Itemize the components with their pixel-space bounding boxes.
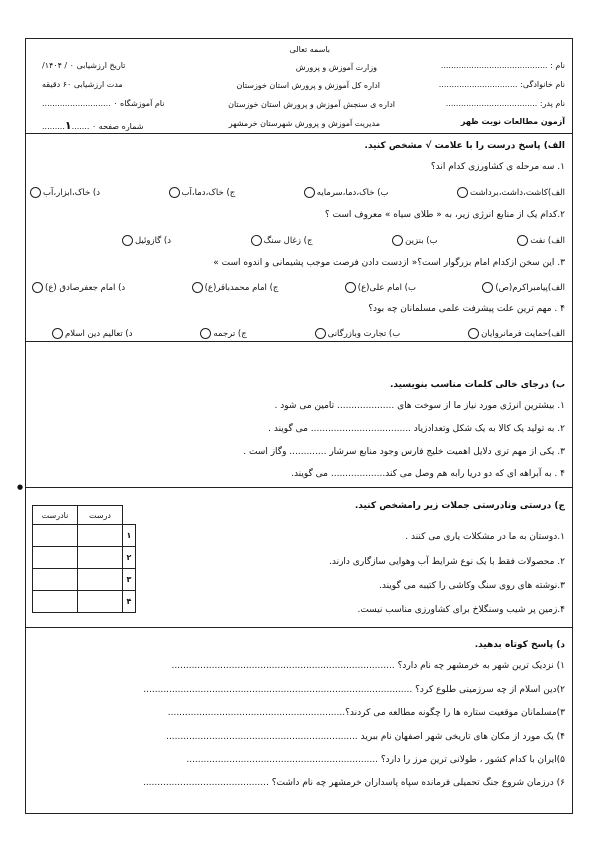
- basmala: باسمه تعالی: [289, 45, 330, 54]
- true-false-item-1: ۱.دوستان به ما در مشکلات یاری می کنند .: [405, 532, 565, 542]
- date-label: تاریخ ارزشیابی ۰ / ۱۴۰۴/: [42, 61, 126, 70]
- option-a3-1[interactable]: الف)پیامبراکرم(ص): [480, 282, 565, 293]
- question-a4: ۴ . مهم ترین علت پیشرفت علمی مسلمانان چه بود؟: [368, 304, 565, 314]
- province-dept-label: اداره کل آموزش و پرورش استان خوزستان: [236, 81, 380, 90]
- option-a4-3[interactable]: ج) ترجمه: [198, 328, 246, 339]
- answer-cell-false-2[interactable]: [33, 547, 78, 569]
- option-a2-2[interactable]: ب) بنزین: [390, 235, 437, 246]
- option-a3-4[interactable]: د) امام جعفرصادق (ع): [30, 282, 125, 293]
- radio-circle-icon[interactable]: [200, 328, 211, 339]
- radio-circle-icon[interactable]: [251, 235, 262, 246]
- section-b-title: ب) درجای خالی کلمات مناسب بنویسید.: [390, 380, 565, 390]
- answer-cell-true-3[interactable]: [78, 569, 123, 591]
- question-a3: ۳. این سخن ازکدام امام بزرگوار است؟« ازدست دادن فرصت موجب پشیمانی و اندوه است »: [213, 258, 565, 268]
- divider-section-b: [26, 487, 572, 488]
- option-a1-1[interactable]: الف)کاشت،داشت،برداشت: [455, 187, 565, 198]
- city-dept-label: مدیریت آموزش و پرورش شهرستان خرمشهر: [228, 119, 380, 128]
- radio-circle-icon[interactable]: [192, 282, 203, 293]
- duration-label: مدت ارزشیابی ۶۰ دقیقه: [42, 80, 123, 89]
- radio-circle-icon[interactable]: [345, 282, 356, 293]
- radio-circle-icon[interactable]: [122, 235, 133, 246]
- fill-blank-item-3[interactable]: ۳. یکی از مهم تری دلایل اهمیت خلیج فارس وجود منابع سرشار ............. وگاز است .: [243, 447, 565, 457]
- option-a1-4[interactable]: د) خاک،ابزار،آب: [28, 187, 100, 198]
- school-name-field[interactable]: نام آموزشگاه ۰ ...........................: [42, 99, 165, 108]
- section-c-title: ج) درستی ونادرستی جملات زیر رامشخص کنید.: [354, 501, 565, 511]
- answer-cell-true-2[interactable]: [78, 547, 123, 569]
- radio-circle-icon[interactable]: [169, 187, 180, 198]
- option-a1-2[interactable]: ب) خاک،دما،سرمایه: [302, 187, 389, 198]
- fill-blank-item-1[interactable]: ۱. بیشترین انرژی مورد نیاز ما از سوخت های .................... تامین می شود .: [274, 401, 565, 411]
- radio-circle-icon[interactable]: [30, 187, 41, 198]
- option-a2-1[interactable]: الف) نفت: [515, 235, 565, 246]
- true-false-item-4: ۴.زمین پر شیب وسنگلاخ برای کشاورزی مناسب نیست.: [357, 605, 565, 615]
- divider-section-c: [26, 627, 572, 628]
- family-name-field[interactable]: نام خانوادگی: ...............................: [438, 80, 565, 89]
- short-answer-item-6[interactable]: ۶) درزمان شروع جنگ تحمیلی فرمانده سپاه پاسداران خرمشهر چه نام داشت؟ ............................................: [142, 778, 565, 788]
- page-number-label: شماره صفحه ۰ .......۱.........: [42, 119, 144, 132]
- option-a1-3[interactable]: ج) خاک،دما،آب: [167, 187, 236, 198]
- answer-cell-false-1[interactable]: [33, 525, 78, 547]
- option-a4-1[interactable]: الف)حمایت فرمانروایان: [466, 328, 565, 339]
- fill-blank-item-2[interactable]: ۲. به تولید یک کالا به یک شکل وتعدادزیاد ................................... می گویند .: [268, 424, 565, 434]
- radio-circle-icon[interactable]: [457, 187, 468, 198]
- answer-cell-false-4[interactable]: [33, 591, 78, 613]
- options-a3: [30, 282, 565, 293]
- section-a-title: الف) پاسخ درست را با علامت √ مشخص کنید.: [364, 141, 565, 151]
- divider-section-a: [26, 341, 572, 342]
- options-a1: [28, 187, 565, 198]
- answer-cell-true-4[interactable]: [78, 591, 123, 613]
- margin-dot: ●: [17, 483, 24, 491]
- question-a2: ۲.کدام یک از منابع انرژی زیر، به « طلای سیاه » معروف است ؟: [324, 210, 565, 220]
- short-answer-item-1[interactable]: ۱) نزدیک ترین شهر به خرمشهر چه نام دارد؟ ..............................................................................: [171, 661, 565, 671]
- option-a4-4[interactable]: د) تعالیم دین اسلام: [50, 328, 133, 339]
- header-true: درست: [78, 506, 123, 525]
- section-d-title: د) پاسخ کوتاه بدهید.: [474, 640, 565, 650]
- assessment-dept-label: اداره ی سنجش آموزش و پرورش استان خوزستان: [228, 100, 395, 109]
- student-name-field[interactable]: نام : ..........................................: [440, 61, 565, 70]
- radio-circle-icon[interactable]: [32, 282, 43, 293]
- option-a3-2[interactable]: ب) امام علی(ع): [343, 282, 416, 293]
- short-answer-item-3[interactable]: ۳)مسلمانان موقعیت ستاره ها را چگونه مطالعه می کردند؟..............................................................: [167, 708, 565, 718]
- radio-circle-icon[interactable]: [315, 328, 326, 339]
- options-a4: [50, 328, 565, 339]
- table-corner: [123, 506, 136, 525]
- radio-circle-icon[interactable]: [304, 187, 315, 198]
- true-false-item-2: ۲. محصولات فقط با یک نوع شرایط آب وهوایی سازگاری دارند.: [328, 557, 565, 567]
- short-answer-item-2[interactable]: ۲)دین اسلام از چه سرزمینی طلوع کرد؟ ..............................................................................................: [143, 685, 565, 695]
- short-answer-item-4[interactable]: ۴) یک مورد از مکان های تاریخی شهر اصفهان نام ببرید ...................................................................: [166, 732, 565, 742]
- father-name-field[interactable]: نام پدر: ....................................: [445, 99, 565, 108]
- divider-header: [26, 133, 572, 134]
- true-false-item-3: ۳.نوشته های روی سنگ وکاشی را کتیبه می گویند.: [379, 581, 565, 591]
- ministry-label: وزارت آموزش و پرورش: [295, 63, 377, 72]
- true-false-table: [32, 505, 136, 613]
- fill-blank-item-4[interactable]: ۴ . به آبراهه ای که دو دریا رابه هم وصل می کند................... می گویند.: [291, 469, 565, 479]
- options-a2: [120, 235, 565, 246]
- option-a2-4[interactable]: د) گازوئیل: [120, 235, 171, 246]
- header-false: نادرست: [33, 506, 78, 525]
- row-number: ۱: [123, 525, 136, 547]
- option-a3-3[interactable]: ج) امام محمدباقر(ع): [190, 282, 279, 293]
- option-a4-2[interactable]: ب) تجارت وبازرگانی: [313, 328, 401, 339]
- row-number: ۳: [123, 569, 136, 591]
- answer-cell-true-1[interactable]: [78, 525, 123, 547]
- radio-circle-icon[interactable]: [52, 328, 63, 339]
- radio-circle-icon[interactable]: [517, 235, 528, 246]
- row-number: ۴: [123, 591, 136, 613]
- radio-circle-icon[interactable]: [468, 328, 479, 339]
- option-a2-3[interactable]: ج) زغال سنگ: [249, 235, 313, 246]
- short-answer-item-5[interactable]: ۵)ایران با کدام کشور ، طولانی ترین مرز را دارد؟ ...................................................................: [186, 755, 565, 765]
- question-a1: ۱. سه مرحله ی کشاورزی کدام اند؟: [430, 162, 565, 172]
- radio-circle-icon[interactable]: [482, 282, 493, 293]
- answer-cell-false-3[interactable]: [33, 569, 78, 591]
- exam-title: آزمون مطالعات نوبت ظهر: [460, 117, 565, 126]
- row-number: ۲: [123, 547, 136, 569]
- radio-circle-icon[interactable]: [392, 235, 403, 246]
